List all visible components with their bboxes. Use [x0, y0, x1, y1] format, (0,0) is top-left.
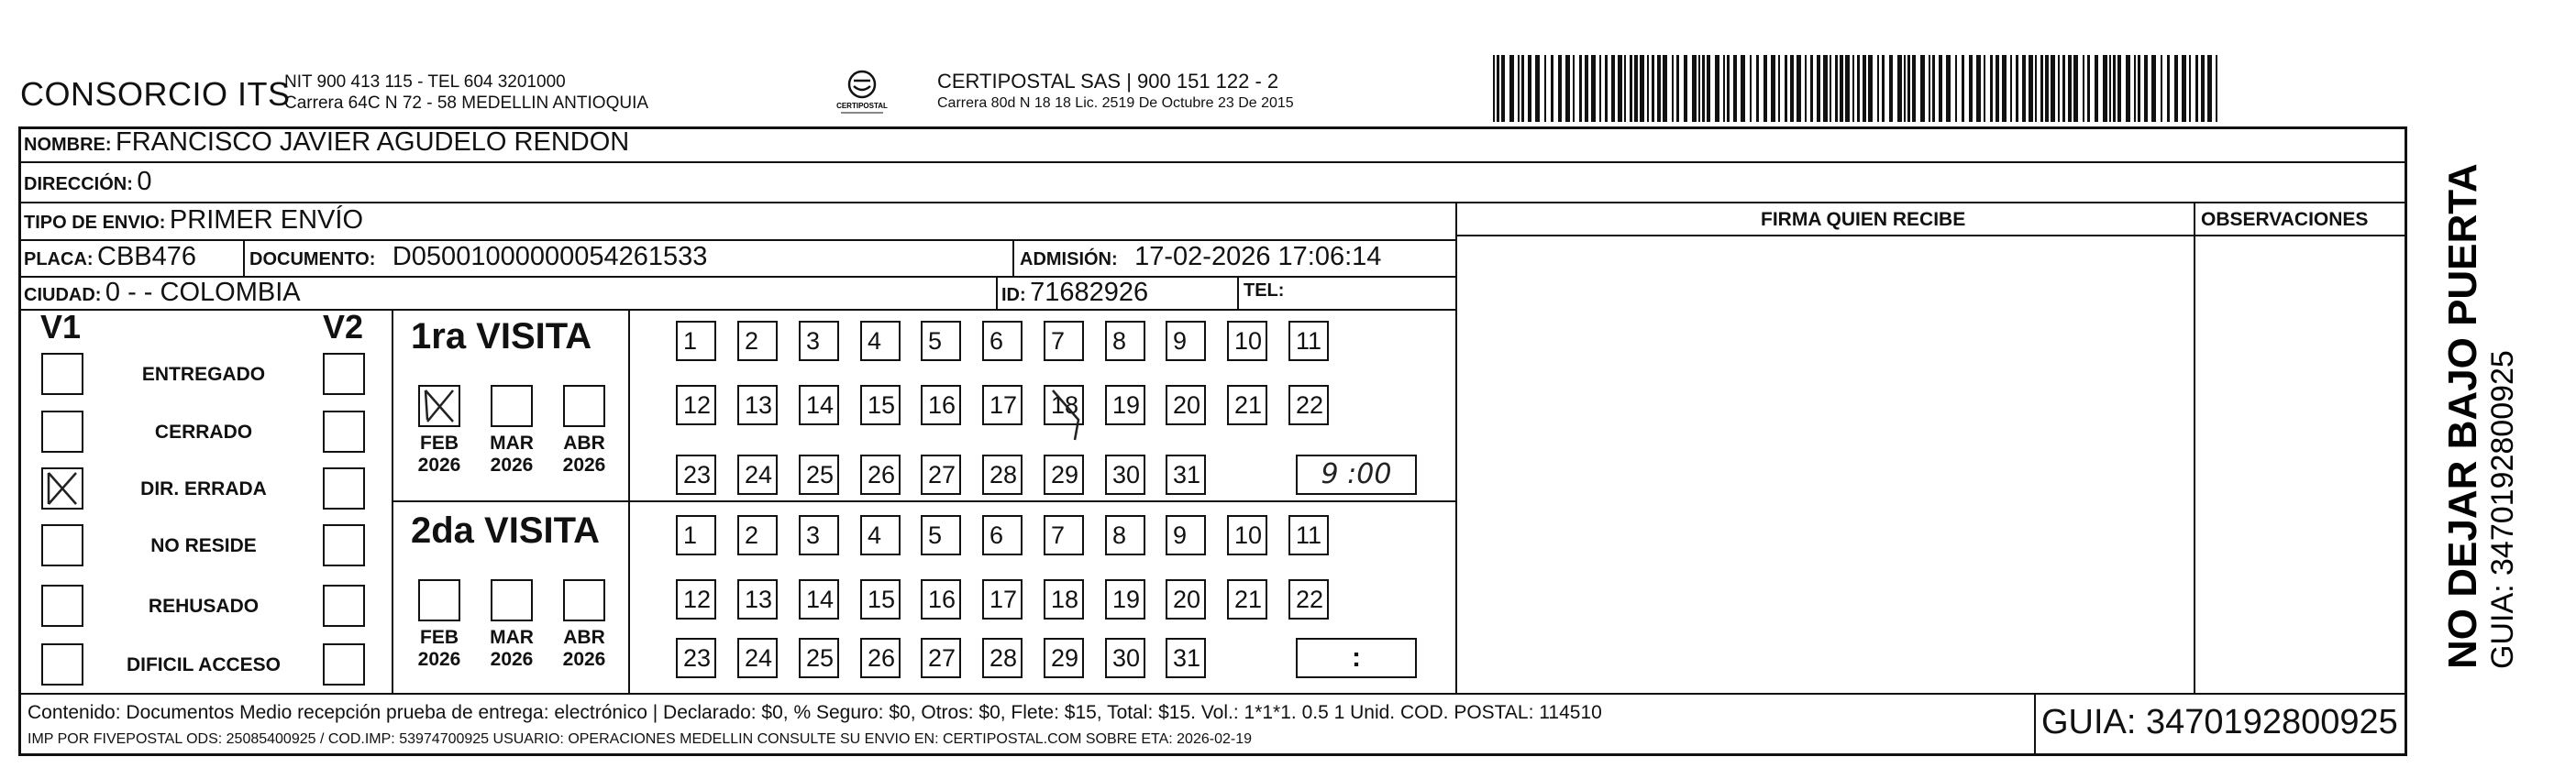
barcode-bar [1702, 55, 1705, 122]
day-mark-icon [1047, 387, 1084, 442]
day-box[interactable]: 25 [799, 638, 839, 678]
placa-label: PLACA: [24, 249, 94, 269]
barcode-bar [2195, 55, 2198, 122]
barcode-bar [1778, 55, 1780, 122]
barcode-bar [1707, 55, 1710, 122]
check-mark-icon [420, 387, 459, 425]
month-label [554, 627, 614, 671]
barcode-bar [1733, 55, 1737, 122]
second-visit-title: 2da VISITA [411, 510, 600, 551]
second-visit-time[interactable]: : [1296, 638, 1417, 678]
day-box[interactable]: 28 [982, 455, 1023, 495]
day-box[interactable]: 19 [1105, 579, 1145, 620]
barcode-bar [2161, 55, 2162, 122]
barcode-bar [2216, 55, 2217, 122]
barcode-bar [1544, 55, 1546, 122]
barcode-bar [1630, 55, 1632, 122]
side-notice [2421, 156, 2572, 678]
month-name: FEB [420, 627, 459, 648]
day-box[interactable]: 14 [799, 579, 839, 620]
barcode-bar [1817, 55, 1820, 122]
day-box[interactable]: 6 [982, 321, 1023, 361]
barcode-bar [1652, 55, 1654, 122]
day-box[interactable]: 19 [1105, 385, 1145, 425]
barcode-bar [1676, 55, 1679, 122]
month-name: ABR [563, 627, 605, 648]
day-box[interactable]: 10 [1227, 321, 1267, 361]
barcode-bar [1750, 55, 1752, 122]
barcode-bar [1493, 55, 1495, 122]
tel-label: TEL: [1244, 280, 1285, 301]
admision-label: ADMISIÓN: [1020, 249, 1118, 269]
month-year: 2026 [490, 455, 534, 476]
nombre-label: NOMBRE: [24, 135, 112, 155]
observaciones-label: OBSERVACIONES [2201, 209, 2369, 230]
barcode-bar [1611, 55, 1615, 122]
barcode-bar [2126, 55, 2130, 122]
day-box[interactable]: 23 [676, 638, 716, 678]
no-dejar-notice: NO DEJAR BAJO PUERTA [2440, 163, 2485, 669]
month-name: FEB [420, 433, 459, 454]
day-box[interactable]: 27 [921, 638, 961, 678]
day-box[interactable]: 18 [1044, 385, 1084, 425]
barcode-bar [2201, 55, 2205, 122]
barcode-bar [1672, 55, 1674, 122]
status-label: CERRADO [154, 422, 253, 443]
month-year: 2026 [562, 649, 606, 670]
status-v2-checkbox[interactable] [323, 524, 365, 566]
barcode-bar [1509, 55, 1514, 122]
logo-text: CERTIPOSTAL [836, 102, 888, 110]
barcode-bar [2051, 55, 2055, 122]
month-year: 2026 [417, 649, 461, 670]
barcode-bar [1920, 55, 1925, 122]
barcode-bar [1558, 55, 1562, 122]
day-box[interactable]: 22 [1288, 579, 1329, 620]
v2-header: V2 [323, 308, 364, 346]
month-label [481, 627, 542, 671]
day-box[interactable]: 17 [982, 385, 1023, 425]
id-label: ID: [1001, 285, 1026, 305]
barcode-bar [1907, 55, 1910, 122]
day-box[interactable]: 4 [860, 515, 901, 555]
barcode-bar [1904, 55, 1906, 122]
direccion-label: DIRECCIÓN: [24, 174, 133, 194]
barcode-bar [1863, 55, 1866, 122]
barcode-bar [1573, 55, 1575, 122]
day-box[interactable]: 21 [1227, 579, 1267, 620]
admision-value: 17-02-2026 17:06:14 [1134, 242, 1382, 271]
barcode-bar [1599, 55, 1601, 122]
guia-number: GUIA: 3470192800925 [2041, 703, 2398, 741]
day-box[interactable]: 11 [1288, 515, 1329, 555]
direccion-row [24, 167, 151, 197]
barcode-bar [2189, 55, 2191, 122]
barcode-bar [2167, 55, 2170, 122]
ciudad-label: CIUDAD: [24, 285, 102, 305]
barcode-bar [2134, 55, 2136, 122]
carrier-address: Carrera 80d N 18 18 Lic. 2519 De Octubre 23 De 2015 [937, 95, 1294, 111]
barcode-bar [1932, 55, 1935, 122]
status-v1-checkbox[interactable] [41, 353, 83, 395]
barcode-bar [1518, 55, 1520, 122]
barcode-bar [1785, 55, 1787, 122]
day-box[interactable]: 28 [982, 638, 1023, 678]
carrier-info [937, 70, 1294, 112]
month-label [409, 433, 470, 477]
day-box[interactable]: 21 [1227, 385, 1267, 425]
day-box[interactable]: 4 [860, 321, 901, 361]
barcode-bar [1624, 55, 1626, 122]
status-v2-checkbox[interactable] [323, 643, 365, 686]
side-guia: GUIA: 3470192800925 [2485, 350, 2520, 669]
barcode-bar [1976, 55, 1981, 122]
day-box[interactable]: 9 [1166, 515, 1206, 555]
day-box[interactable]: 13 [737, 579, 778, 620]
barcode-bar [2151, 55, 2156, 122]
barcode-bar [2073, 55, 2078, 122]
barcode-bar [1618, 55, 1622, 122]
barcode-bar [1692, 55, 1697, 122]
barcode-bar [2207, 55, 2212, 122]
barcode-bar [1551, 55, 1553, 122]
tipo-envio-row [24, 205, 363, 236]
barcode-bar [1946, 55, 1951, 122]
day-box[interactable]: 10 [1227, 515, 1267, 555]
barcode-bar [1840, 55, 1843, 122]
barcode-bar [2068, 55, 2072, 122]
day-box[interactable]: 30 [1105, 638, 1145, 678]
barcode-bar [1657, 55, 1661, 122]
company-address: Carrera 64C N 72 - 58 MEDELLIN ANTIOQUIA [284, 93, 649, 113]
status-v2-checkbox[interactable] [323, 353, 365, 395]
barcode-bar [2035, 55, 2037, 122]
barcode-bar [1634, 55, 1638, 122]
status-v1-checkbox[interactable] [41, 585, 83, 627]
content-details: Contenido: Documentos Medio recepción prueba de entrega: electrónico | Declarado: $0, % Seguro: $0, Otros: $0, Flete: $15, Total: $15. Vol.: 1*1*1. 0.5 1 Unid. COD. POSTAL: 114510 [28, 702, 1602, 723]
barcode-bar [1790, 55, 1794, 122]
documento-row [249, 242, 707, 272]
status-v1-checkbox[interactable] [41, 524, 83, 566]
day-box[interactable]: 1 [676, 515, 716, 555]
month-label [481, 433, 542, 477]
day-box[interactable]: 29 [1044, 638, 1084, 678]
barcode-bar [1962, 55, 1964, 122]
barcode-bar [1877, 55, 1879, 122]
day-box[interactable]: 6 [982, 515, 1023, 555]
direccion-value: 0 [137, 167, 152, 196]
print-details: IMP POR FIVEPOSTAL ODS: 25085400925 / COD.IMP: 53974700925 USUARIO: OPERACIONES MEDELLIN CONSULTE SU ENVIO EN: CERTIPOSTAL.COM SOBRE ETA: 2026-02-19 [28, 731, 1252, 747]
month-name: MAR [490, 433, 534, 454]
month-year: 2026 [562, 455, 606, 476]
barcode-bar [1955, 55, 1957, 122]
barcode-bar [1741, 55, 1745, 122]
day-box[interactable]: 14 [799, 385, 839, 425]
barcode-bar [2109, 55, 2111, 122]
day-box[interactable]: 25 [799, 455, 839, 495]
v1-header: V1 [40, 308, 82, 346]
firma-label: FIRMA QUIEN RECIBE [1761, 209, 1966, 230]
status-v1-checkbox[interactable] [41, 643, 83, 686]
barcode-bar [1585, 55, 1588, 122]
placa-value: CBB476 [97, 242, 197, 271]
barcode-bar [2058, 55, 2060, 122]
barcode-bar [1640, 55, 1644, 122]
barcode-bar [1565, 55, 1570, 122]
barcode-bar [1756, 55, 1759, 122]
barcode-bar [1521, 55, 1524, 122]
nombre-value: FRANCISCO JAVIER AGUDELO RENDON [116, 127, 630, 157]
status-label: NO RESIDE [150, 535, 257, 556]
barcode-bar [1929, 55, 1930, 122]
status-v2-checkbox[interactable] [323, 411, 365, 453]
barcode-bar [2087, 55, 2090, 122]
month-checkbox[interactable] [563, 385, 605, 427]
barcode-bar [1727, 55, 1730, 122]
barcode-bar [1715, 55, 1719, 122]
barcode-bar [1684, 55, 1687, 122]
barcode-bar [1912, 55, 1916, 122]
first-visit-title: 1ra VISITA [411, 316, 592, 357]
day-box[interactable]: 15 [860, 579, 901, 620]
day-box[interactable]: 27 [921, 455, 961, 495]
barcode-bar [1605, 55, 1608, 122]
month-checkbox[interactable] [418, 579, 460, 621]
tel-row [1244, 280, 1284, 302]
barcode-bar [1810, 55, 1813, 122]
first-visit-time[interactable]: 9 :00 [1296, 455, 1417, 495]
day-box[interactable]: 16 [921, 579, 961, 620]
month-year: 2026 [490, 649, 534, 670]
barcode-bar [1969, 55, 1973, 122]
barcode-bar [1647, 55, 1649, 122]
day-box[interactable]: 16 [921, 385, 961, 425]
barcode-bar [2138, 55, 2140, 122]
barcode-bar [2103, 55, 2107, 122]
nombre-row [24, 127, 629, 158]
day-box[interactable]: 24 [737, 455, 778, 495]
barcode-bar [1835, 55, 1838, 122]
barcode-bar [1823, 55, 1828, 122]
delivery-form [18, 126, 2407, 756]
month-label [409, 627, 470, 671]
month-checkbox[interactable] [491, 385, 533, 427]
barcode-bar [2062, 55, 2065, 122]
day-box[interactable]: 31 [1166, 455, 1206, 495]
barcode-bar [1763, 55, 1767, 122]
day-box[interactable]: 2 [737, 321, 778, 361]
barcode-bar [2117, 55, 2121, 122]
ciudad-value: 0 - - COLOMBIA [105, 278, 301, 307]
day-box[interactable]: 23 [676, 455, 716, 495]
barcode [1493, 55, 2219, 122]
status-label: ENTREGADO [141, 364, 266, 385]
barcode-bar [2010, 55, 2012, 122]
day-box[interactable]: 7 [1044, 515, 1084, 555]
status-v1-checkbox[interactable] [41, 411, 83, 453]
day-box[interactable]: 12 [676, 385, 716, 425]
day-box[interactable]: 20 [1166, 385, 1206, 425]
day-box[interactable]: 12 [676, 579, 716, 620]
day-box[interactable]: 13 [737, 385, 778, 425]
barcode-bar [1579, 55, 1582, 122]
carrier-name: CERTIPOSTAL SAS | 900 151 122 - 2 [937, 70, 1279, 93]
day-box[interactable]: 18 [1044, 579, 1084, 620]
company-info [284, 71, 648, 114]
tipo-envio-value: PRIMER ENVÍO [169, 205, 364, 235]
barcode-bar [1845, 55, 1850, 122]
check-mark-icon [43, 469, 82, 508]
day-box[interactable]: 8 [1105, 321, 1145, 361]
company-nit: NIT 900 413 115 - TEL 604 3201000 [284, 72, 566, 92]
barcode-bar [1528, 55, 1531, 122]
barcode-bar [1852, 55, 1854, 122]
day-box[interactable]: 5 [921, 321, 961, 361]
status-v1-checkbox[interactable] [41, 467, 83, 510]
barcode-bar [2040, 55, 2043, 122]
certipostal-logo-icon [830, 68, 894, 115]
month-name: MAR [490, 627, 534, 648]
id-value: 71682926 [1030, 278, 1149, 307]
company-name: CONSORCIO ITS [20, 75, 291, 113]
day-box[interactable]: 20 [1166, 579, 1206, 620]
barcode-bar [1723, 55, 1725, 122]
barcode-bar [1897, 55, 1902, 122]
month-label [554, 433, 614, 477]
status-label: DIFICIL ACCESO [126, 654, 281, 675]
admision-row [1020, 242, 1381, 272]
day-box[interactable]: 24 [737, 638, 778, 678]
placa-row [24, 242, 196, 272]
day-box[interactable]: 8 [1105, 515, 1145, 555]
tipo-envio-label: TIPO DE ENVIO: [24, 213, 166, 233]
documento-label: DOCUMENTO: [249, 249, 376, 269]
barcode-bar [2113, 55, 2116, 122]
status-label: DIR. ERRADA [140, 478, 267, 499]
barcode-bar [2016, 55, 2018, 122]
barcode-bar [1939, 55, 1942, 122]
barcode-bar [2182, 55, 2186, 122]
barcode-bar [1663, 55, 1667, 122]
barcode-bar [1591, 55, 1596, 122]
barcode-bar [2095, 55, 2098, 122]
day-box[interactable]: 1 [676, 321, 716, 361]
day-box[interactable]: 3 [799, 321, 839, 361]
barcode-bar [1797, 55, 1801, 122]
barcode-bar [1501, 55, 1505, 122]
day-box[interactable]: 15 [860, 385, 901, 425]
day-box[interactable]: 9 [1166, 321, 1206, 361]
barcode-bar [2174, 55, 2178, 122]
barcode-bar [2002, 55, 2007, 122]
status-v2-checkbox[interactable] [323, 467, 365, 510]
barcode-bar [1497, 55, 1499, 122]
month-checkbox[interactable] [563, 579, 605, 621]
barcode-bar [2022, 55, 2026, 122]
barcode-bar [1984, 55, 1985, 122]
barcode-bar [1771, 55, 1775, 122]
day-box[interactable]: 26 [860, 455, 901, 495]
barcode-bar [2029, 55, 2033, 122]
ciudad-row [24, 278, 301, 308]
barcode-bar [1996, 55, 1999, 122]
day-box[interactable]: 26 [860, 638, 901, 678]
barcode-bar [1830, 55, 1831, 122]
status-v2-checkbox[interactable] [323, 585, 365, 627]
day-box[interactable]: 3 [799, 515, 839, 555]
month-checkbox[interactable] [491, 579, 533, 621]
id-row [1001, 278, 1148, 308]
barcode-bar [1805, 55, 1807, 122]
barcode-bar [1857, 55, 1860, 122]
day-box[interactable]: 29 [1044, 455, 1084, 495]
barcode-bar [1889, 55, 1893, 122]
documento-value: D05001000000054261533 [392, 242, 708, 271]
day-box[interactable]: 30 [1105, 455, 1145, 495]
barcode-bar [2045, 55, 2049, 122]
day-box[interactable]: 2 [737, 515, 778, 555]
day-box[interactable]: 31 [1166, 638, 1206, 678]
day-box[interactable]: 5 [921, 515, 961, 555]
barcode-bar [1882, 55, 1885, 122]
barcode-bar [1990, 55, 1993, 122]
barcode-bar [2144, 55, 2148, 122]
day-box[interactable]: 7 [1044, 321, 1084, 361]
month-year: 2026 [417, 455, 461, 476]
month-name: ABR [563, 433, 605, 454]
month-checkbox[interactable] [418, 385, 460, 427]
day-box[interactable]: 17 [982, 579, 1023, 620]
barcode-bar [1698, 55, 1700, 122]
day-box[interactable]: 11 [1288, 321, 1329, 361]
barcode-bar [2083, 55, 2084, 122]
barcode-bar [1535, 55, 1540, 122]
barcode-bar [1868, 55, 1873, 122]
status-label: REHUSADO [148, 596, 260, 617]
day-box[interactable]: 22 [1288, 385, 1329, 425]
